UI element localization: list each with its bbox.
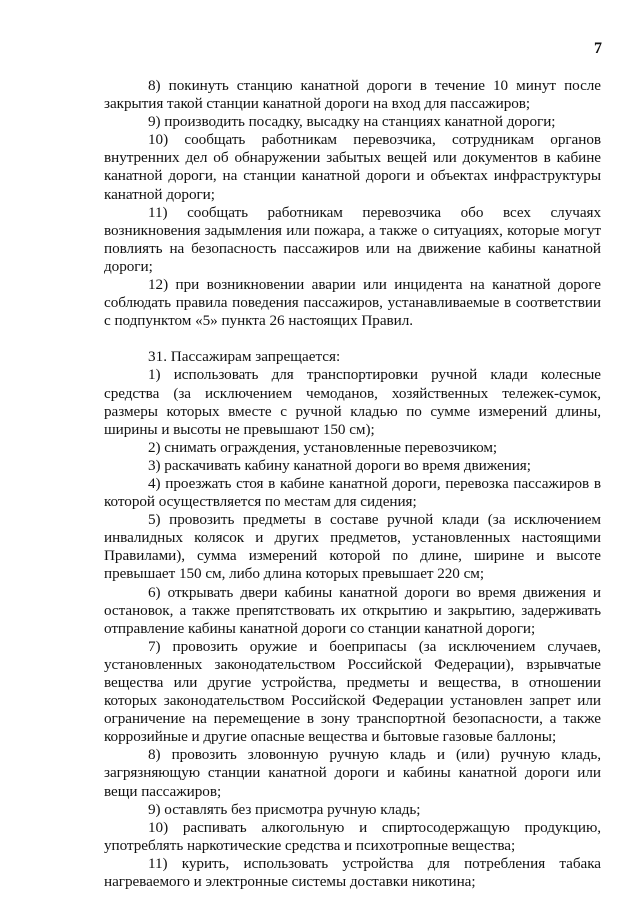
- list-item: 7) провозить оружие и боеприпасы (за исключением случаев, установленных законодательством Российской Федерации), взрывчатые вещества или другие устройства, предметы и вещества, в отношении которых законодательством Российской Федерации установлен запрет или ограничение на перемещение в зону транспортной безопасности, а также коррозийные и другие опасные вещества и бытовые газовые баллоны;: [104, 637, 601, 746]
- section-heading: 31. Пассажирам запрещается:: [148, 348, 341, 366]
- list-item: 5) провозить предметы в составе ручной клади (за исключением инвалидных колясок и других предметов, установленных настоящими Правилами), сумма измерений которой по длине, ширине и высоте превышает 150 см, либо длина которых превышает 220 см;: [104, 511, 601, 583]
- list-item: 3) раскачивать кабину канатной дороги во время движения;: [148, 456, 531, 474]
- list-item: 4) проезжать стоя в кабине канатной дороги, перевозка пассажиров в которой осуществляется по местам для сидения;: [104, 474, 601, 511]
- list-item: 9) производить посадку, высадку на станциях канатной дороги;: [148, 113, 556, 131]
- list-item: 10) распивать алкогольную и спиртосодержащую продукцию, употреблять наркотические средства и психотропные вещества;: [104, 818, 601, 854]
- list-item: 2) снимать ограждения, установленные перевозчиком;: [148, 438, 498, 456]
- list-item: 6) открывать двери кабины канатной дороги во время движения и остановок, а также препятствовать их открытию и закрытию, задерживать отправление кабины канатной дороги со станции канатной дороги;: [104, 583, 601, 637]
- list-item: 9) оставлять без присмотра ручную кладь;: [148, 800, 421, 818]
- list-item: 10) сообщать работникам перевозчика, сотрудникам органов внутренних дел об обнаружении забытых вещей или документов в кабине канатной дороги, на станции канатной дороги и объектах инфраструктуры канатной дороги;: [104, 131, 601, 203]
- page-number: 7: [594, 40, 602, 57]
- document-body: [104, 77, 601, 891]
- list-item: 11) сообщать работникам перевозчика обо всех случаях возникновения задымления или пожара, а также о ситуациях, которые могут повлиять на безопасность пассажиров или на движение кабины канатной дороги;: [104, 203, 601, 275]
- list-item: 8) провозить зловонную ручную кладь и (или) ручную кладь, загрязняющую станции канатной дороги и кабины канатной дороги или вещи пассажиров;: [104, 746, 601, 800]
- list-item: 8) покинуть станцию канатной дороги в течение 10 минут после закрытия такой станции канатной дороги на вход для пассажиров;: [104, 77, 601, 113]
- list-item: 1) использовать для транспортировки ручной клади колесные средства (за исключением чемоданов, хозяйственных тележек-сумок, размеры которых вместе с ручной кладью по сумме измерений длины, ширины и высоты не превышают 150 см);: [104, 366, 601, 438]
- list-item: 11) курить, использовать устройства для потребления табака нагреваемого и электронные системы доставки никотина;: [104, 854, 601, 891]
- list-item: 12) при возникновении аварии или инцидента на канатной дороге соблюдать правила поведения пассажиров, устанавливаемые в соответствии с подпунктом «5» пункта 26 настоящих Правил.: [104, 276, 601, 330]
- section-gap: [104, 330, 601, 348]
